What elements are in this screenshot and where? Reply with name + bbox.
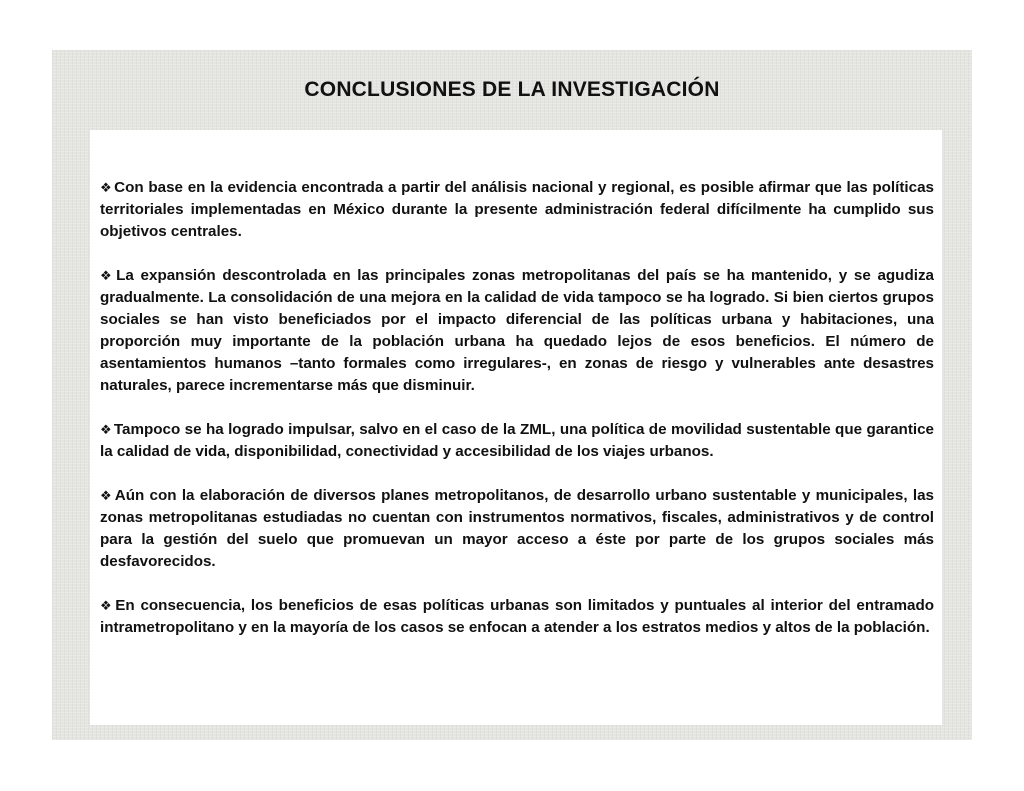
bullet-point-2 xyxy=(100,265,934,397)
bullet-point-5 xyxy=(100,595,934,639)
diamond-dots-icon: ❖ xyxy=(100,268,115,283)
bullet-point-4 xyxy=(100,485,934,573)
slide xyxy=(52,50,972,740)
bullet-point-1 xyxy=(100,177,934,243)
bullet-list xyxy=(100,177,934,661)
diamond-dots-icon: ❖ xyxy=(100,598,114,613)
diamond-dots-icon: ❖ xyxy=(100,422,112,437)
slide-title: CONCLUSIONES DE LA INVESTIGACIÓN xyxy=(304,78,720,101)
content-panel xyxy=(90,130,942,725)
bullet-text: Tampoco se ha logrado impulsar, salvo en el caso de la ZML, una política de movilidad sustentable que garantice la calidad de vida, disponibilidad, conectividad y accesibilidad de los viajes urbanos. xyxy=(100,421,934,460)
bullet-text: Con base en la evidencia encontrada a partir del análisis nacional y regional, es posible afirmar que las políticas territoriales implementadas en México durante la presente administración federal difícilmente ha cumplido sus objetivos centrales. xyxy=(100,179,934,240)
diamond-dots-icon: ❖ xyxy=(100,488,113,503)
diamond-dots-icon: ❖ xyxy=(100,180,113,195)
bullet-point-3 xyxy=(100,419,934,463)
bullet-text: En consecuencia, los beneficios de esas políticas urbanas son limitados y puntuales al interior del entramado intrametropolitano y en la mayoría de los casos se enfocan a atender a los estratos medios y altos de la población. xyxy=(100,597,935,636)
bullet-text: La expansión descontrolada en las principales zonas metropolitanas del país se ha mantenido, y se agudiza gradualmente. La consolidación de una mejora en la calidad de vida tampoco se ha logrado. Si bien ciertos grupos sociales se han visto beneficiados por el impacto diferencial de las políticas urbana y habitaciones, una proporción muy importante de la población urbana ha quedado lejos de esos beneficios. El número de asentamientos humanos –tanto formales como irregulares-, en zonas de riesgo y vulnerables ante desastres naturales, parece incrementarse más que disminuir. xyxy=(100,267,934,394)
bullet-text: Aún con la elaboración de diversos planes metropolitanos, de desarrollo urbano sustentable y municipales, las zonas metropolitanas estudiadas no cuentan con instrumentos normativos, fiscales, administrativos y de control para la gestión del suelo que promuevan un mayor acceso a éste por parte de los grupos sociales más desfavorecidos. xyxy=(100,487,935,570)
